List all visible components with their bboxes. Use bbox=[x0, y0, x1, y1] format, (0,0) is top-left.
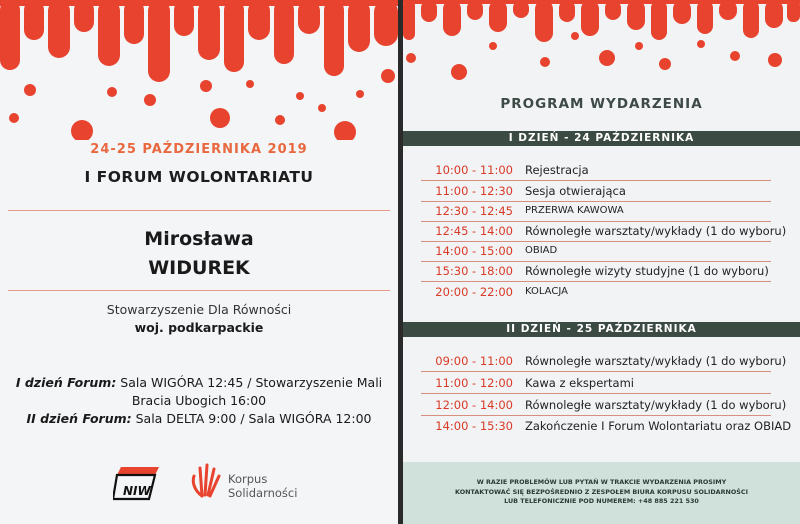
divider bbox=[8, 290, 390, 291]
row-activity: Równoległe warsztaty/wykłady (1 do wyboru) bbox=[525, 398, 787, 412]
name-badge-card bbox=[0, 0, 398, 524]
row-time: 12:30 - 12:45 bbox=[435, 204, 513, 218]
row-time: 11:00 - 12:30 bbox=[435, 184, 513, 198]
program-title: PROGRAM WYDARZENIA bbox=[500, 96, 703, 112]
niw-logo bbox=[113, 465, 163, 501]
niw-logo-icon bbox=[113, 465, 163, 501]
row-divider bbox=[421, 371, 771, 372]
row-activity: KOLACJA bbox=[525, 286, 568, 297]
schedule-row bbox=[403, 161, 800, 181]
region: woj. podkarpackie bbox=[134, 320, 264, 335]
footer-line-2: KONTAKTOWAĆ SIĘ BEZPOŚREDNIO Z ZESPOŁEM BIURA KORPUSU SOLIDARNOŚCI bbox=[455, 487, 748, 496]
schedule-row bbox=[403, 396, 800, 416]
korpus-hand-icon bbox=[188, 462, 222, 500]
row-time: 14:00 - 15:30 bbox=[435, 419, 513, 433]
korpus-line-2: Solidarności bbox=[228, 486, 298, 500]
niw-logo-text: NIW bbox=[123, 484, 151, 498]
row-activity: Sesja otwierająca bbox=[525, 184, 626, 198]
footer-line-3: LUB TELEFONICZNIE POD NUMEREM: +48 885 221 530 bbox=[504, 497, 699, 505]
row-time: 12:45 - 14:00 bbox=[435, 224, 513, 238]
schedule-row bbox=[403, 262, 800, 282]
korpus-line-1: Korpus bbox=[228, 472, 268, 486]
row-divider bbox=[421, 180, 771, 181]
row-divider bbox=[421, 415, 771, 416]
schedule-row bbox=[403, 182, 800, 202]
schedule-line-1 bbox=[0, 375, 398, 390]
schedule-row bbox=[403, 283, 800, 303]
divider bbox=[8, 210, 390, 211]
row-activity: Zakończenie I Forum Wolontariatu oraz OBIAD bbox=[525, 419, 792, 433]
contact-footer bbox=[403, 462, 800, 524]
drip-decoration bbox=[0, 0, 398, 140]
organization: Stowarzyszenie Dla Równości bbox=[106, 302, 292, 317]
row-time: 09:00 - 11:00 bbox=[435, 354, 513, 368]
schedule-row bbox=[403, 222, 800, 242]
schedule-day-label: II dzień Forum: bbox=[26, 411, 132, 426]
row-time: 15:30 - 18:00 bbox=[435, 264, 513, 278]
schedule-text: Sala DELTA 9:00 / Sala WIGÓRA 12:00 bbox=[131, 411, 372, 426]
event-title: I FORUM WOLONTARIATU bbox=[84, 168, 314, 186]
row-time: 14:00 - 15:00 bbox=[435, 244, 513, 258]
day1-header: I DZIEŃ - 24 PAŹDZIERNIKA bbox=[403, 131, 800, 146]
schedule-text: Sala WIGÓRA 12:45 / Stowarzyszenie Mali bbox=[116, 375, 383, 390]
row-activity: Kawa z ekspertami bbox=[525, 376, 634, 390]
footer-text bbox=[403, 478, 800, 507]
row-activity: PRZERWA KAWOWA bbox=[525, 205, 624, 216]
schedule-row bbox=[403, 352, 800, 372]
schedule-day-label: I dzień Forum: bbox=[15, 375, 117, 390]
program-card bbox=[403, 0, 800, 524]
row-time: 20:00 - 22:00 bbox=[435, 285, 513, 299]
row-time: 10:00 - 11:00 bbox=[435, 163, 513, 177]
day2-header: II DZIEŃ - 25 PAŹDZIERNIKA bbox=[403, 322, 800, 337]
row-activity: Rejestracja bbox=[525, 163, 589, 177]
schedule-row bbox=[403, 242, 800, 262]
footer-line-1: W RAZIE PROBLEMÓW LUB PYTAŃ W TRAKCIE WYDARZENIA PROSIMY bbox=[476, 478, 727, 486]
row-activity: Równoległe wizyty studyjne (1 do wyboru) bbox=[525, 264, 769, 278]
row-time: 12:00 - 14:00 bbox=[435, 398, 513, 412]
schedule-row bbox=[403, 202, 800, 222]
row-divider bbox=[421, 281, 771, 282]
event-date: 24-25 PAŹDZIERNIKA 2019 bbox=[90, 142, 308, 157]
row-activity: OBIAD bbox=[525, 245, 558, 256]
schedule-text: Bracia Ubogich 16:00 bbox=[131, 393, 267, 408]
row-divider bbox=[421, 393, 771, 394]
row-activity: Równoległe warsztaty/wykłady (1 do wyboru) bbox=[525, 354, 787, 368]
attendee-first-name: Mirosława bbox=[144, 228, 254, 250]
drip-decoration bbox=[403, 0, 800, 80]
schedule-row bbox=[403, 374, 800, 394]
korpus-logo-text bbox=[228, 472, 297, 500]
schedule-row bbox=[403, 417, 800, 437]
attendee-last-name: WIDUREK bbox=[148, 257, 250, 279]
row-activity: Równoległe warsztaty/wykłady (1 do wyboru) bbox=[525, 224, 787, 238]
row-time: 11:00 - 12:00 bbox=[435, 376, 513, 390]
schedule-line-2 bbox=[0, 393, 398, 408]
schedule-line-3 bbox=[0, 411, 398, 426]
